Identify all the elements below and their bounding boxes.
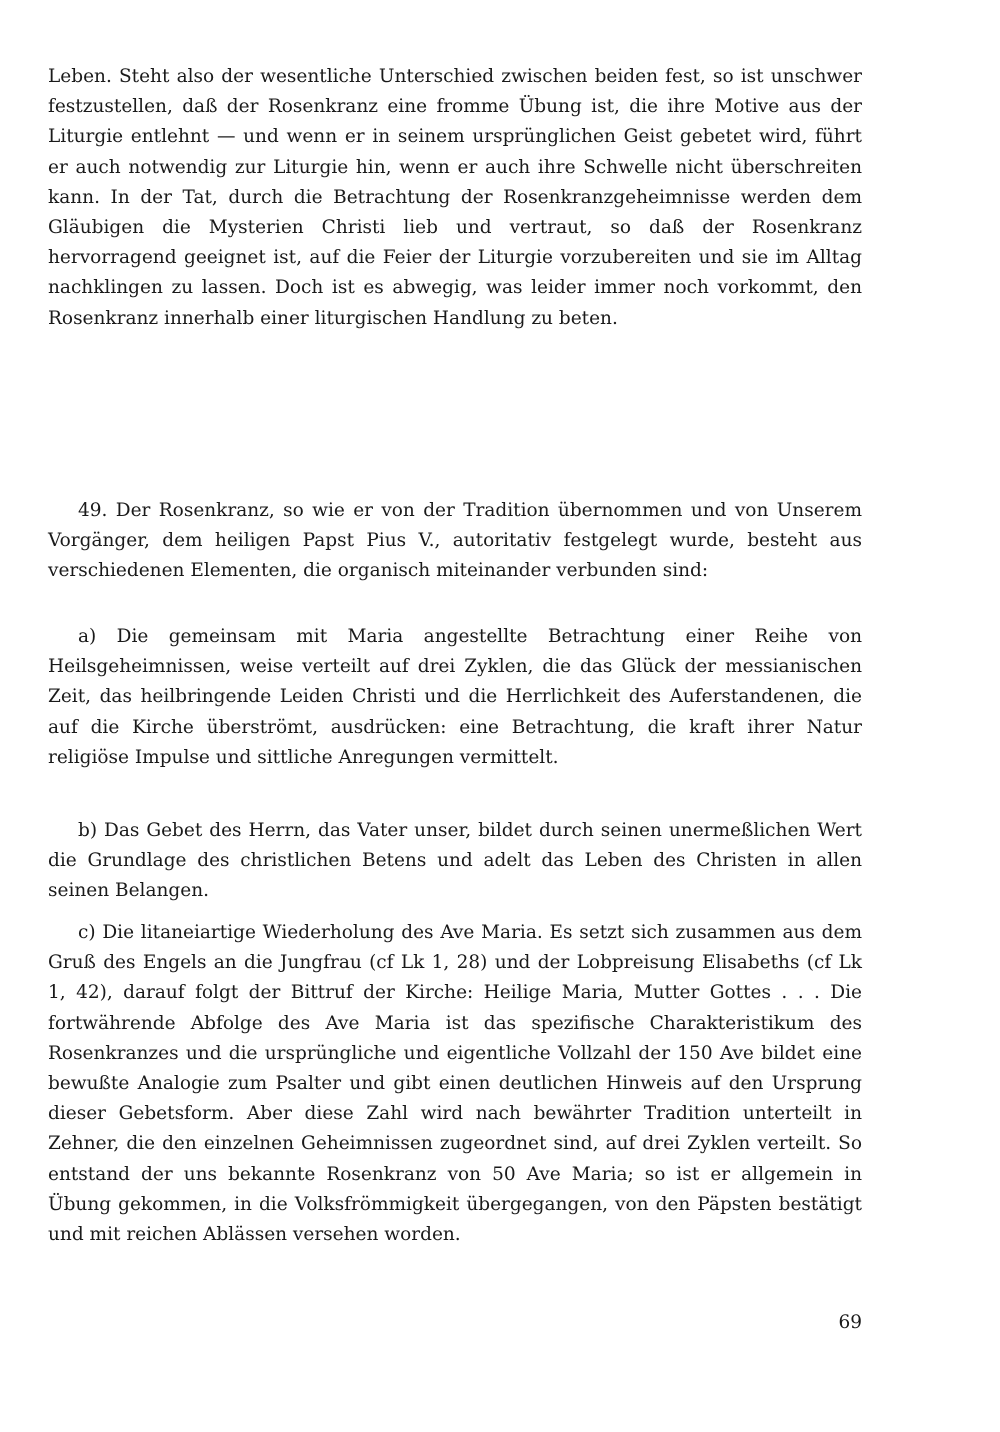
paragraph-item-c: c) Die litaneiartige Wiederholung des Ave Maria. Es setzt sich zusammen aus dem Gruß des Engels an die Jungfrau (cf Lk 1, 28) und der Lobpreisung Elisabeths (cf Lk 1, 42), darauf folgt der Bittruf der Kirche: Heilige Maria, Mutter Gottes . . . Die fortwährende Abfolge des Ave Maria ist das spezifische Charakteristikum des Rosenkranzes und die ursprüngliche und eigentliche Vollzahl der 150 Ave bildet eine bewußte Analogie zum Psalter und gibt einen deutlichen Hinweis auf den Ursprung dieser Gebetsform. Aber diese Zahl wird nach bewährter Tradition unterteilt in Zehner, die den einzelnen Geheimnissen zugeordnet sind, auf drei Zyklen verteilt. So entstand der uns bekannte Rosenkranz von 50 Ave Maria; so ist er allgemein in Übung gekommen, in die Volksfrömmigkeit übergegangen, von den Päpsten bestätigt und mit reichen Ablässen versehen worden. (48, 922, 862, 1246)
paragraph-section-49: 49. Der Rosenkranz, so wie er von der Tradition übernommen und von Unserem Vorgänger, dem heiligen Papst Pius V., autoritativ festgelegt wurde, besteht aus verschiedenen Elementen, die organisch miteinander verbunden sind: (48, 500, 862, 582)
page-number: 69 (838, 1312, 862, 1333)
paragraph-item-a: a) Die gemeinsam mit Maria angestellte Betrachtung einer Reihe von Heilsgeheimnissen, weise verteilt auf drei Zyklen, die das Glück der messianischen Zeit, das heilbringende Leiden Christi und die Herrlichkeit des Auferstandenen, die auf die Kirche überströmt, ausdrücken: eine Betrachtung, die kraft ihrer Natur religiöse Impulse und sittliche Anregungen vermittelt. (48, 626, 862, 768)
paragraph-intro: Leben. Steht also der wesentliche Unterschied zwischen beiden fest, so ist unschwer festzustellen, daß der Rosenkranz eine fromme Übung ist, die ihre Motive aus der Liturgie entlehnt — und wenn er in seinem ursprünglichen Geist gebetet wird, führt er auch notwendig zur Liturgie hin, wenn er auch ihre Schwelle nicht überschreiten kann. In der Tat, durch die Betrachtung der Rosenkranzgeheimnisse werden dem Gläubigen die Mysterien Christi lieb und vertraut, so daß der Rosenkranz hervorragend geeignet ist, auf die Feier der Liturgie vorzubereiten und sie im Alltag nachklingen zu lassen. Doch ist es abwegig, was leider immer noch vorkommt, den Rosenkranz innerhalb einer liturgischen Handlung zu beten. (48, 66, 862, 329)
paragraph-item-b: b) Das Gebet des Herrn, das Vater unser, bildet durch seinen unermeßlichen Wert die Grundlage des christlichen Betens und adelt das Leben des Christen in allen seinen Belangen. (48, 820, 862, 902)
